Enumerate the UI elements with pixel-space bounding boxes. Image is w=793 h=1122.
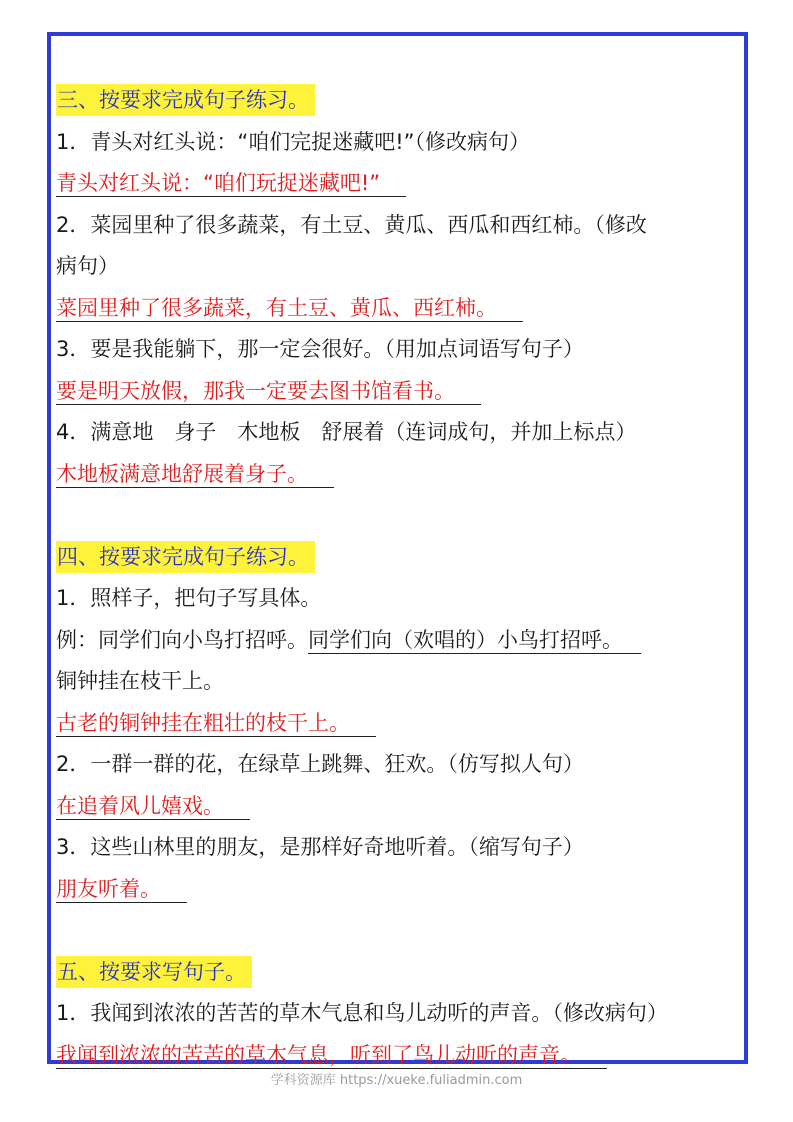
spacer <box>56 495 740 537</box>
section-4-question-1: 1．照样子，把句子写具体。 <box>56 586 322 610</box>
section-4-answer-2: 在追着风儿嬉戏。 <box>56 786 740 828</box>
section-4-answer-3: 朋友听着。 <box>56 869 740 911</box>
section-4-example <box>56 620 740 662</box>
section-5-question-1: 1．我闻到浓浓的苦苦的草木气息和鸟儿动听的声音。（修改病句） <box>56 1001 668 1025</box>
example-answer: 同学们向（欢唱的）小鸟打招呼。 <box>308 628 641 654</box>
section-3-heading: 三、按要求完成句子练习。 <box>56 80 740 122</box>
watermark: 学科资源库 https://xueke.fuliadmin.com <box>270 1073 523 1088</box>
section-5-answer-1: 我闻到浓浓的苦苦的草木气息，听到了鸟儿动听的声音。 <box>56 1035 740 1077</box>
example-prefix: 例：同学们向小鸟打招呼。 <box>56 627 308 652</box>
section-3-question-4: 4．满意地 身子 木地板 舒展着（连词成句，并加上标点） <box>56 420 637 444</box>
section-5-heading: 五、按要求写句子。 <box>56 952 740 994</box>
section-3-question-3: 3．要是我能躺下，那一定会很好。（用加点词语写句子） <box>56 337 584 361</box>
section-3-answer-4: 木地板满意地舒展着身子。 <box>56 454 740 496</box>
section-3-answer-2: 菜园里种了很多蔬菜，有土豆、黄瓜、西红柿。 <box>56 288 740 330</box>
section-3-answer-3: 要是明天放假，那我一定要去图书馆看书。 <box>56 371 740 413</box>
section-3-question-2-line-1: 2．菜园里种了很多蔬菜，有土豆、黄瓜、西瓜和西红柿。（修改 <box>56 212 647 237</box>
worksheet-content <box>56 80 740 1076</box>
spacer <box>56 910 740 952</box>
section-4-answer-1: 古老的铜钟挂在粗壮的枝干上。 <box>56 703 740 745</box>
section-3-question-2-line-2: 病句） <box>56 254 119 278</box>
section-4-heading: 四、按要求完成句子练习。 <box>56 537 740 579</box>
section-3-question-1: 1．青头对红头说：“咱们完捉迷藏吧!”（修改病句） <box>56 129 531 154</box>
section-4-question-2: 2．一群一群的花，在绿草上跳舞、狂欢。（仿写拟人句） <box>56 752 584 776</box>
section-3-answer-1: 青头对红头说：“咱们玩捉迷藏吧!” <box>56 163 740 205</box>
section-4-question-1-sentence: 铜钟挂在枝干上。 <box>56 669 224 693</box>
section-4-question-3: 3．这些山林里的朋友，是那样好奇地听着。（缩写句子） <box>56 835 584 859</box>
